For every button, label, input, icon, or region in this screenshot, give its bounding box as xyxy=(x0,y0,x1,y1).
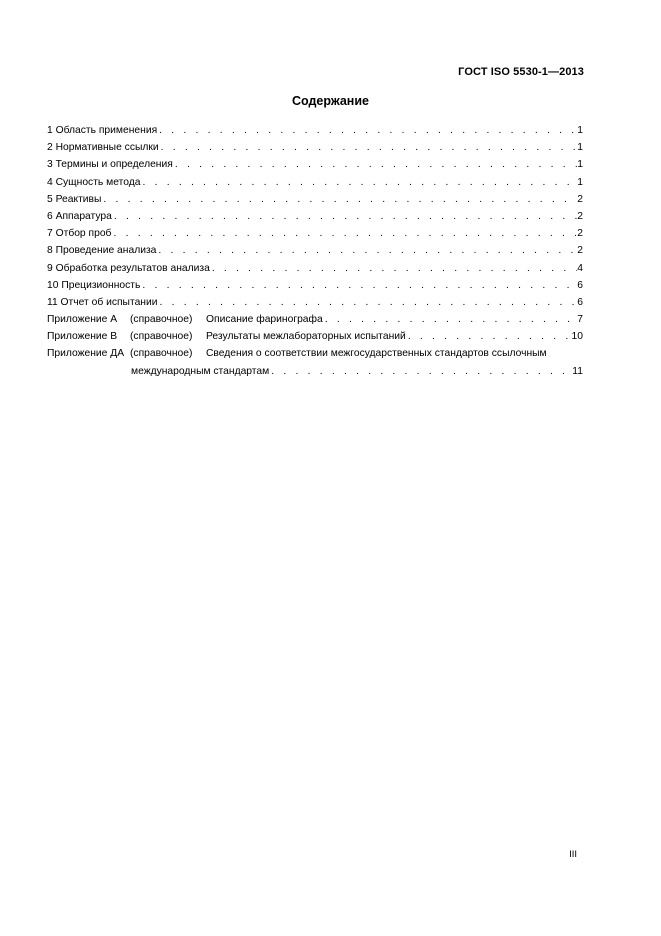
toc-leader-dots xyxy=(112,208,577,225)
toc-leader-dots xyxy=(157,122,577,139)
toc-item[interactable] xyxy=(47,208,583,225)
toc-leader-dots xyxy=(140,277,577,294)
toc-item-page: 6 xyxy=(577,296,583,308)
toc-item[interactable] xyxy=(47,156,583,173)
annex-title: Результаты межлабораторных испытаний xyxy=(206,331,406,343)
annex-type: (справочное) xyxy=(130,331,193,343)
toc-item-label: 2 Нормативные ссылки xyxy=(47,142,159,154)
toc-leader-dots xyxy=(159,139,578,156)
toc-item[interactable] xyxy=(47,225,583,242)
annex-label: Приложение В xyxy=(47,331,118,343)
toc-item[interactable] xyxy=(47,139,583,156)
toc-item-label: 11 Отчет об испытании xyxy=(47,296,158,308)
annex-type: (справочное) xyxy=(130,348,193,360)
toc-annex-a[interactable] xyxy=(47,311,583,328)
toc-leader-dots xyxy=(157,294,577,311)
toc-item[interactable] xyxy=(47,174,583,191)
page-number: III xyxy=(569,849,577,860)
toc-title: Содержание xyxy=(291,94,369,108)
toc-item-label: 4 Сущность метода xyxy=(47,176,141,188)
toc-item[interactable] xyxy=(47,277,583,294)
toc-leader-dots xyxy=(140,174,577,191)
toc-item-page: 1 xyxy=(577,159,583,171)
annex-label: Приложение А xyxy=(47,314,118,326)
toc-item-label: 8 Проведение анализа xyxy=(47,245,157,257)
toc-item-label: 1 Область применения xyxy=(47,125,158,136)
annex-type: (справочное) xyxy=(130,314,193,326)
toc-item-label: 5 Реактивы xyxy=(47,193,102,205)
toc-item-page: 2 xyxy=(577,210,583,222)
toc-leader-dots xyxy=(101,191,577,208)
toc-item-page: 2 xyxy=(577,228,583,240)
toc-item-page: 6 xyxy=(577,279,583,291)
annex-title-line1: Сведения о соответствии межгосударственных стандартов ссылочным xyxy=(206,348,547,360)
toc-item[interactable] xyxy=(47,294,583,311)
toc-item-page: 4 xyxy=(577,262,583,274)
toc-item[interactable] xyxy=(47,191,583,208)
annex-page: 7 xyxy=(577,314,583,326)
toc-item-page: 2 xyxy=(577,245,583,257)
annex-title: Описание фаринографа xyxy=(206,314,323,326)
toc-annex-b[interactable] xyxy=(47,328,583,345)
toc-item-label: 3 Термины и определения xyxy=(47,159,173,171)
toc-annex-da[interactable] xyxy=(47,345,583,379)
toc-item[interactable] xyxy=(47,122,583,139)
toc-item-page: 1 xyxy=(577,125,583,136)
toc-leader-dots xyxy=(269,363,572,380)
toc-item-page: 1 xyxy=(577,176,583,188)
toc-item-label: 6 Аппаратура xyxy=(47,210,112,222)
toc-item[interactable] xyxy=(47,242,583,259)
toc-item-page: 2 xyxy=(577,193,583,205)
toc-leader-dots xyxy=(323,311,578,328)
toc-leader-dots xyxy=(210,260,577,277)
toc-leader-dots xyxy=(111,225,577,242)
toc-item-label: 10 Прецизионность xyxy=(47,279,141,291)
toc-leader-dots xyxy=(156,242,577,259)
document-code: ГОСТ ISO 5530-1—2013 xyxy=(458,66,584,78)
toc-leader-dots xyxy=(406,328,572,345)
annex-page: 10 xyxy=(571,331,583,343)
table-of-contents xyxy=(47,122,583,380)
toc-item-page: 1 xyxy=(577,142,583,154)
toc-item-label: 9 Обработка результатов анализа xyxy=(47,262,210,274)
toc-item[interactable] xyxy=(47,260,583,277)
annex-page: 11 xyxy=(572,365,583,377)
toc-leader-dots xyxy=(173,156,577,173)
annex-label: Приложение ДА xyxy=(47,348,125,360)
toc-item-label: 7 Отбор проб xyxy=(47,228,112,240)
annex-title-line2: международным стандартам xyxy=(131,365,270,377)
